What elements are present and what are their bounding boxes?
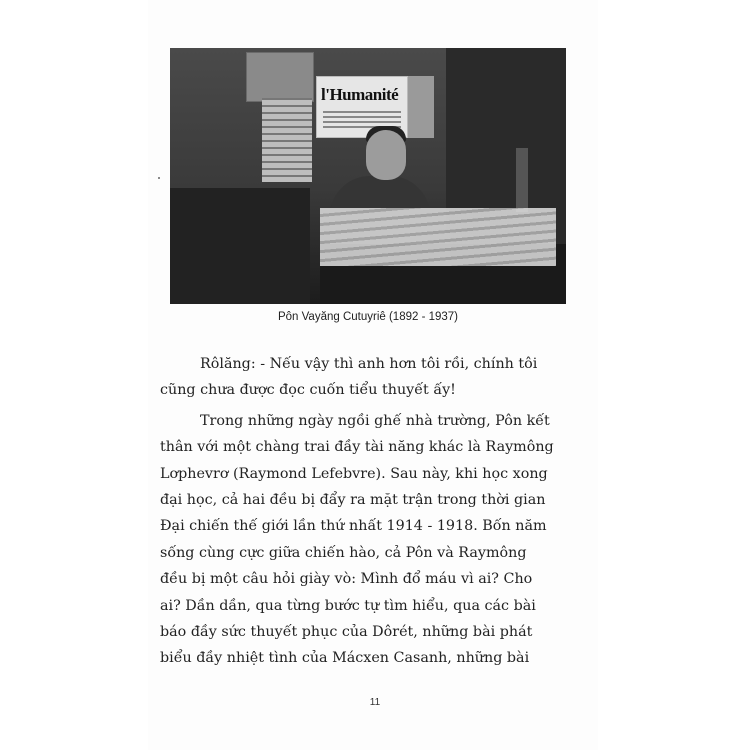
man-head (366, 130, 406, 180)
historical-photo (170, 48, 566, 304)
text-line: báo đầy sức thuyết phục của Dôrét, những bài phát (160, 624, 533, 641)
wall-poster-chinese (262, 98, 312, 182)
page-number: 11 (369, 697, 381, 708)
text-line: Lơphevrơ (Raymond Lefebvre). Sau này, khi học xong (160, 465, 548, 482)
text-line: Trong những ngày ngồi ghế nhà trường, Pôn kết (200, 412, 550, 429)
desk-papers (320, 208, 556, 266)
body-text (160, 351, 570, 672)
desk-lamp (516, 148, 528, 212)
wall-notice (408, 76, 434, 138)
photo-shadow (170, 188, 310, 304)
text-line: cũng chưa được đọc cuốn tiểu thuyết ấy! (160, 382, 456, 399)
poster-title: l'Humanité (321, 85, 399, 104)
text-line: sống cùng cực giữa chiến hào, cả Pôn và Raymông (160, 544, 527, 561)
text-line: Đại chiến thế giới lần thứ nhất 1914 - 1918. Bốn năm (160, 518, 547, 535)
text-line: biểu đầy nhiệt tình của Mácxen Casanh, những bài (160, 650, 530, 667)
text-line: đều bị một câu hỏi giày vò: Mình đổ máu vì ai? Cho (160, 571, 533, 588)
wall-poster (246, 52, 314, 102)
text-line: thân với một chàng trai đầy tài năng khác là Raymông (160, 439, 554, 456)
text-line: đại học, cả hai đều bị đẩy ra mặt trận trong thời gian (160, 492, 546, 509)
photo-caption: Pôn Vayăng Cutuyriê (1892 - 1937) (277, 311, 459, 323)
text-line: Rôlăng: - Nếu vậy thì anh hơn tôi rồi, chính tôi (200, 356, 538, 372)
page-speck (158, 177, 160, 179)
text-line: ai? Dần dần, qua từng bước tự tìm hiểu, qua các bài (160, 597, 536, 614)
